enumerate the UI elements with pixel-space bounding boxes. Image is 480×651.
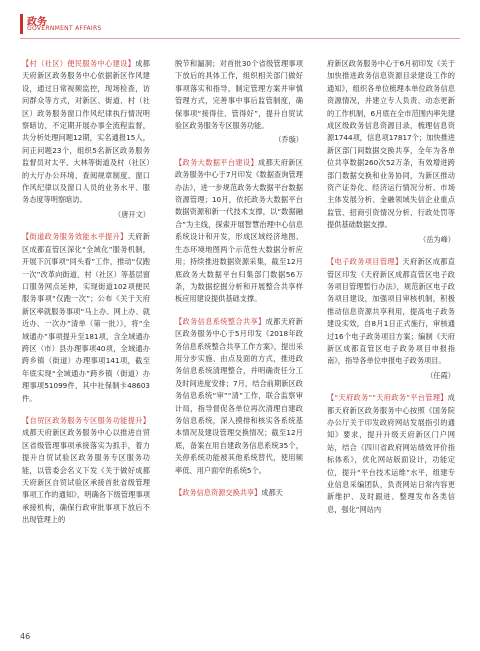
article-paragraph: [22, 231, 150, 405]
article-paragraph: [175, 316, 303, 477]
article-paragraph: [175, 157, 303, 306]
author-credit: （任霞）: [426, 370, 455, 380]
article-paragraph: [327, 58, 455, 232]
section-tag: 【街道政务服务效能水平提升】: [22, 232, 128, 242]
article-paragraph: [22, 58, 150, 207]
section-title: 政务: [27, 17, 47, 28]
text-column-3: [327, 58, 455, 526]
section-tag: 【村（社区）便民服务中心建设】: [22, 59, 136, 68]
article-paragraph: [327, 256, 455, 368]
page-header: [20, 12, 460, 40]
paragraph-text: 府新区政务服务中心于6月初印发《关于加快推进政务信息资源目录建设工作的通知》，组织各单位梳理本单位政务信息资源情况，并建立专人负责、动态更新的工作机制，6月底在全市范围内率先建成区级政务信息资源目录，梳理信息资源1744项，信息项17817个；加快推进新区部门间数据交换共享，全年为各单位共享数据260次52万条，有效增进跨部门数据交换和业务协同，为新区推动资产证券化、经济运行情况分析、市场主体发展分析、金融领域失信企业重点监管、招商引资情况分析、行政处罚等提供基础数据支撑。: [327, 59, 455, 230]
header-rule: [20, 38, 460, 39]
article-paragraph: [22, 415, 150, 527]
author-credit: （岳为峰）: [419, 234, 455, 244]
paragraph-text: 成都天府新区政务服务中心以推进自贸区省级管理事项承接落实为抓手，着力提升自贸试验区政务服务专区服务功能，以管委会名义下发《关于做好成都天府新区自贸试验区承接首批省级管理事项工作的通知》，明确各下级管理事项承接机构，确保行政审批事项下放后不出现管理上的: [22, 428, 150, 525]
section-tag: 【电子政务项目管理】: [327, 257, 403, 267]
section-tag: 【“天府政务”“天府政务”平台管理】: [327, 393, 448, 403]
text-column-2: [175, 58, 303, 509]
article-paragraph: [175, 487, 303, 499]
author-credit: （乔璇）: [274, 135, 303, 145]
paragraph-text: 成都天府新区政务服务中心于5月印发《2018年政务信息系统整合共享工作方案》，提出采用分步实施、由点及面的方式，推进政务信息系统清理整合，并明确责任分工及时间进度安排；7月，结合前期新区政务信息系统“审”“清”工作，联合监察审计局，指导督促各单位再次清理自建政务信息系统，深入摸排和核实各系统基本情况及建设管理交换情况；截至12月底，备案在用自建政务信息系统35个，关停系统功能被其他系统替代，使用频率低、用户面窄的系统5个。: [175, 316, 303, 475]
header-accent-bar: [20, 14, 23, 34]
paragraph-text: 成都天府新区政务服务中心按照《国务院办公厅关于印发政府网站发展指引的通知》要求，提升升级天府新区门户网站，结合《四川省政府网站绩效评价指标体系》，优化网站版面设计，功能定位，提升“平台技术运维”水平，组建专业信息采编团队，负责网站日常内容更新维护、及时跟进、整理发布各类信息，强化“网站内: [327, 393, 455, 514]
section-tag: 【政务信息资源交换共享】: [175, 488, 262, 497]
text-column-1: [22, 58, 150, 537]
article-paragraph: [327, 392, 455, 516]
section-tag: 【政务大数据平台建设】: [175, 157, 259, 167]
article-paragraph: [175, 58, 303, 132]
paragraph-text: 成都天府新区政务服务中心依据新区作风建设，通过日常视频监控，现场检查，访问群众等方式，对新区、街道、村（社区）政务服务窗口作风纪律执行情况明察暗访，不定期开展办事全流程监督，共分析处理问题12期，实名通报15人，问正问题23个，组织5名新区政务服务监督员对太平、大林等街道及村（社区）的大厅办公环境、查阅规章制度、窗口作风纪律以及窗口人员的业务水平、服务态度等明察暗访。: [22, 59, 150, 205]
section-tag: 【政务信息系统整合共享】: [175, 316, 266, 326]
paragraph-text: 天府新区成都直管区深化“全域化”服务机制，开展下沉事项“同头看”工作，推动“仅跑一次”改革向街道、村（社区）等基层窗口服务网点延伸，实现街道102项便民服务事项“仅跑一次”；公布《关于天府新区率就服务事项“马上办、网上办、就近办、一次办”清单（第一批）》，将“全域通办”事项提升至181项，含全域通办跨区（市）县办理事项40项，全域通办跨乡镇（街道）办理事项141项，截至年底实现“全域通办”跨乡镇（街道）办理事项51099件，其中社保制卡48603件。: [22, 232, 150, 403]
paragraph-text: 天府新区成都直管区印发《天府新区成都直管区电子政务项目管理暂行办法》，规范新区电子政务项目建设，加强项目审核机制，积极推动信息资源共享利用，提高电子政务建设实效，自8月1日正式施行，审核通过16个电子政务项目方案；编制《天府新区成都直管区电子政务项目申报指南》，指导各单位申报电子政务项目。: [327, 257, 455, 366]
section-subtitle: GOVERNMENT AFFAIRS: [27, 25, 102, 32]
paragraph-text: 成都天府新区政务服务中心于7月印发《数据查询管理办法》，进一步规范政务大数据平台数据资源管理；10月，依托政务大数据平台数据资源和新一代技术支撑，以“数据融合”为主线，探索开展智慧治理中心信息系统设计和开发，形成区域经济地图、生态环境地图两个示范性大数据分析应用；持续推进数据资源采集，截至12月底政务大数据平台归集部门数据56万条，为数据挖掘分析和开展整合共享样板应用建设提供基础支撑。: [175, 157, 303, 304]
section-tag: 【自贸区政务服务专区服务功能提升】: [22, 415, 150, 425]
page-number: 46: [20, 632, 31, 641]
paragraph-text: 脱节和漏洞；对首批30个省级管理事项下放后的具体工作，组织相关部门做好事项落实和指导，制定管理方案并审慎管理方式，完善事中事后监管制度，确保事项“接得住、管得好”，提升自贸试验区政务服务专区服务功能。: [175, 59, 303, 131]
author-credit: （唐开文）: [114, 209, 150, 219]
paragraph-text: 成都天: [261, 488, 283, 497]
